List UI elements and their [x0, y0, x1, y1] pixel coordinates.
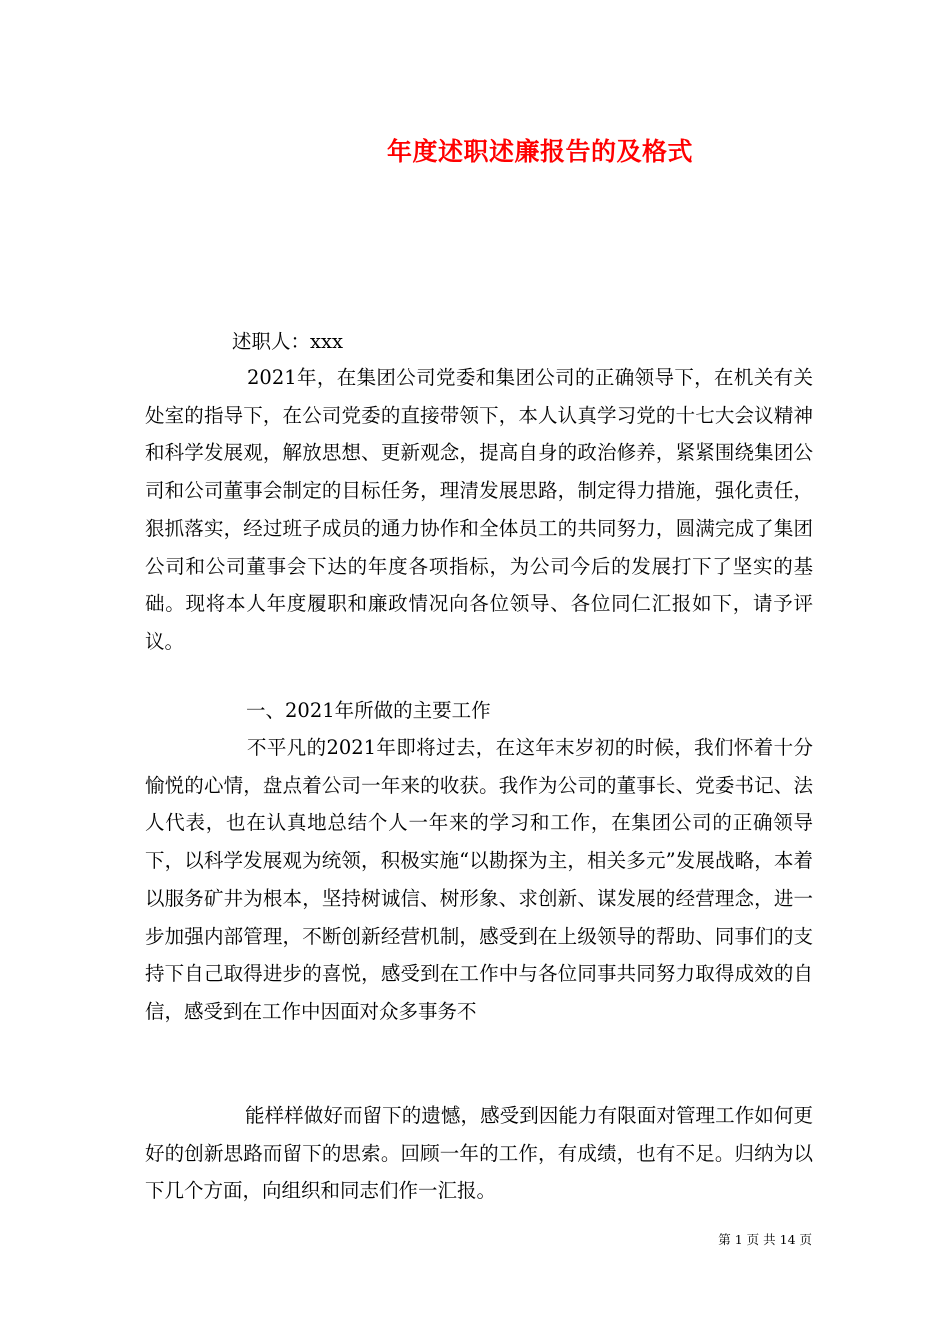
document-title: 年度述职述廉报告的及格式: [386, 137, 693, 166]
continuation-paragraph: 能样样做好而留下的遗憾，感受到因能力有限面对管理工作如何更好的创新思路而留下的思索。回顾一年的工作，有成绩，也有不足。归纳为以下几个方面，向组织和同志们作一汇报。: [145, 1104, 813, 1203]
section-heading-main-work: 一、2021年所做的主要工作: [246, 699, 491, 722]
intro-paragraph: 2021年，在集团公司党委和集团公司的正确领导下，在机关有关处室的指导下，在公司党委的直接带领下，本人认真学习党的十七大会议精神和科学发展观，解放思想、更新观念，提高自身的政治修养，紧紧围绕集团公司和公司董事会制定的目标任务，理清发展思路，制定得力措施，强化责任，狠抓落实，经过班子成员的通力协作和全体员工的共同努力，圆满完成了集团公司和公司董事会下达的年度各项指标，为公司今后的发展打下了坚实的基础。现将本人年度履职和廉政情况向各位领导、各位同仁汇报如下，请予评议。: [145, 366, 813, 653]
main-work-paragraph: 不平凡的2021年即将过去，在这年末岁初的时候，我们怀着十分愉悦的心情，盘点着公司一年来的收获。我作为公司的董事长、党委书记、法人代表，也在认真地总结个人一年来的学习和工作，在集团公司的正确领导下，以科学发展观为统领，积极实施“以勘探为主，相关多元”发展战略，本着以服务矿井为根本，坚持树诚信、树形象、求创新、谋发展的经营理念，进一步加强内部管理，不断创新经营机制，感受到在上级领导的帮助、同事们的支持下自己取得进步的喜悦，感受到在工作中与各位同事共同努力取得成效的自信，感受到在工作中因面对众多事务不: [145, 736, 813, 1023]
page-number-footer: 第 1 页 共 14 页: [718, 1232, 812, 1247]
author-line: 述职人：xxx: [232, 330, 343, 353]
